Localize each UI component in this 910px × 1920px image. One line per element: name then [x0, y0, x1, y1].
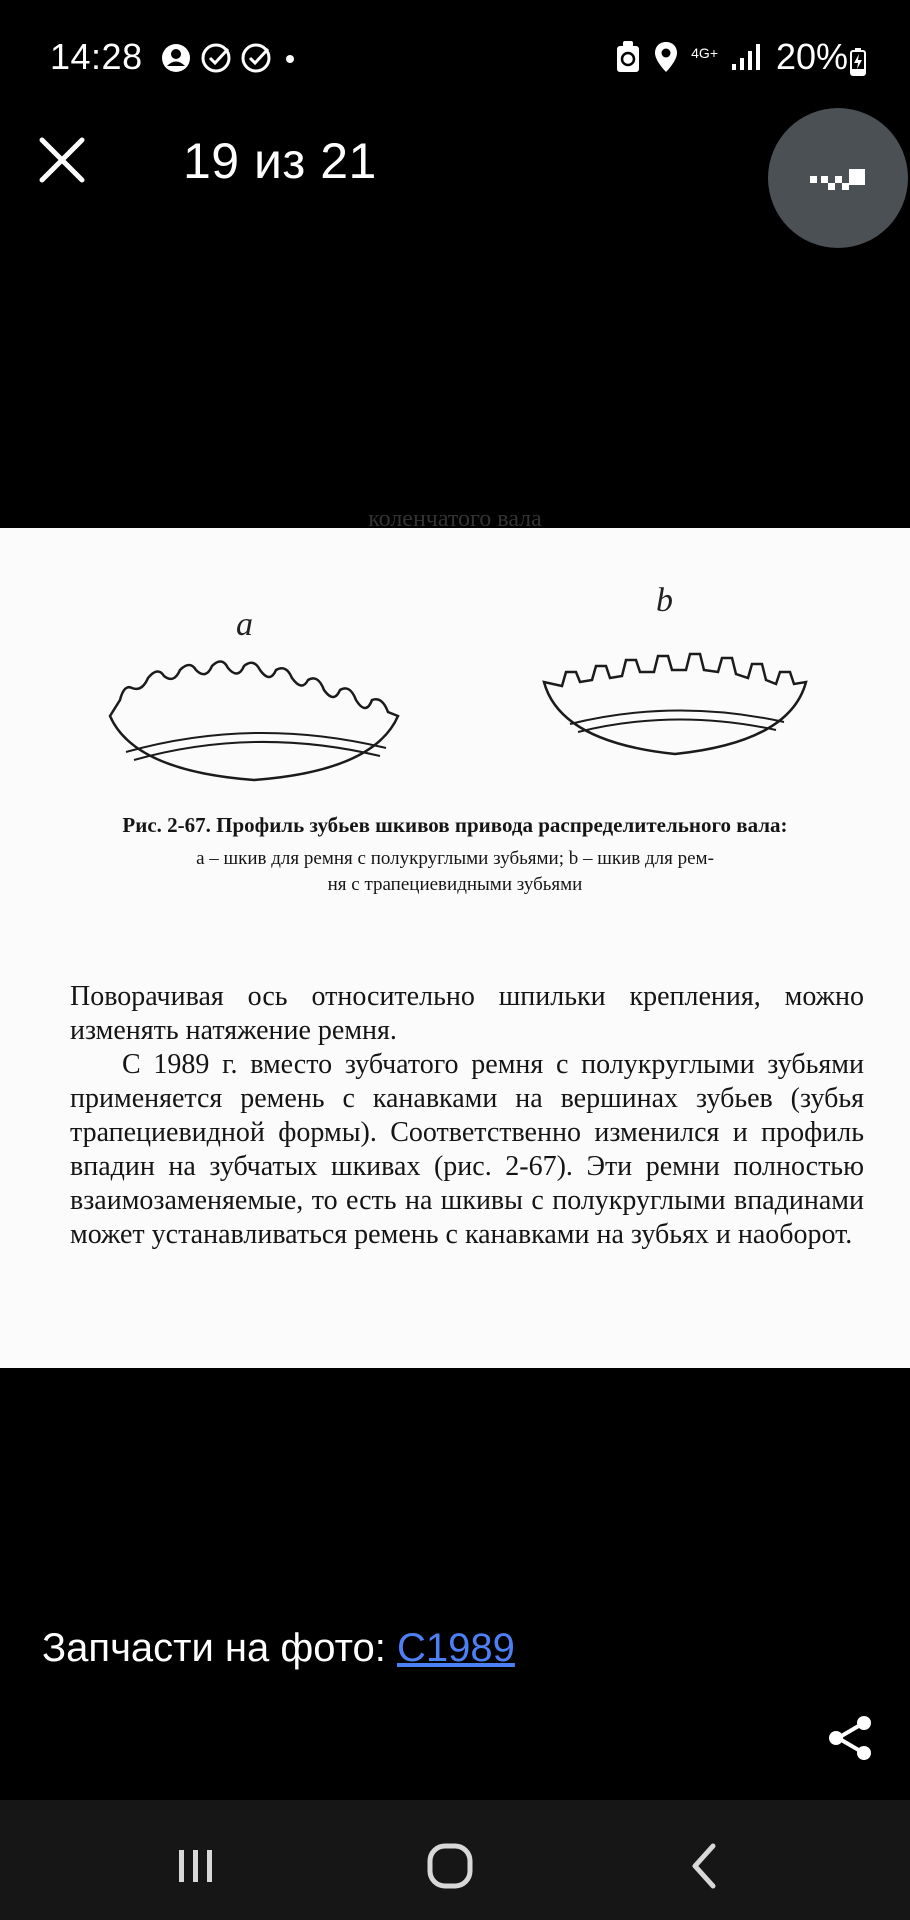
close-icon[interactable] — [36, 134, 88, 186]
status-bar — [0, 0, 910, 120]
battery-charging-icon — [850, 48, 866, 76]
document-image — [0, 506, 910, 1368]
location-icon — [653, 40, 679, 74]
figure-caption-legend-line-2: ня с трапециевидными зубьями — [327, 874, 583, 895]
signal-icon — [730, 42, 760, 72]
status-notification-icons — [160, 42, 300, 74]
parts-label: Запчасти на фото: — [42, 1626, 397, 1670]
figure-label-a: a — [236, 606, 253, 643]
check-circle-icon — [200, 42, 232, 74]
status-time: 14:28 — [50, 36, 143, 77]
system-navigation-bar — [0, 1800, 910, 1920]
parts-link[interactable]: C1989 — [397, 1626, 515, 1670]
document-body-text — [70, 980, 864, 1252]
back-icon[interactable] — [675, 1836, 735, 1896]
more-options-button[interactable] — [768, 108, 908, 248]
paragraph-1: Поворачивая ось относительно шпильки крепления, можно изменять натяжение ремня. — [70, 981, 864, 1046]
recycle-icon — [615, 40, 641, 74]
dot-icon — [280, 42, 300, 74]
recents-icon[interactable] — [165, 1836, 225, 1896]
battery-percent: 20% — [775, 36, 848, 77]
figure-label-b: b — [656, 582, 673, 619]
parts-on-photo — [42, 1626, 515, 1671]
pulley-semicircular-teeth-drawing — [104, 656, 404, 786]
figure-caption — [40, 810, 870, 898]
image-counter: 19 из 21 — [183, 133, 377, 189]
check-circle-icon — [240, 42, 272, 74]
share-icon[interactable] — [824, 1712, 876, 1764]
status-system-icons — [615, 40, 760, 74]
network-type: 4G+ — [691, 45, 718, 61]
figure-caption-legend-line-1: a – шкив для ремня с полукруглыми зубьями; b – шкив для рем- — [196, 848, 714, 869]
cut-off-heading: коленчатого вала — [368, 506, 542, 532]
figure-caption-title: Рис. 2-67. Профиль зубьев шкивов привода распределительного вала: — [122, 813, 788, 837]
pulley-trapezoidal-teeth-drawing — [540, 650, 810, 760]
home-icon[interactable] — [420, 1836, 480, 1896]
paragraph-2: С 1989 г. вместо зубчатого ремня с полукруглыми зубьями применяется ремень с канавками на вершинах зубьев (зубья трапециевидной формы). Соответственно изменился и профиль впадин на зубчатых шкивах (рис. 2-67). Эти ремни полностью взаимозаменяемые, то есть на шкивы с полукруглыми впадинами может устанавливаться ремень с канавками на зубьях и наоборот. — [70, 1049, 864, 1250]
more-dots-icon — [768, 108, 908, 248]
account-icon — [160, 42, 192, 74]
